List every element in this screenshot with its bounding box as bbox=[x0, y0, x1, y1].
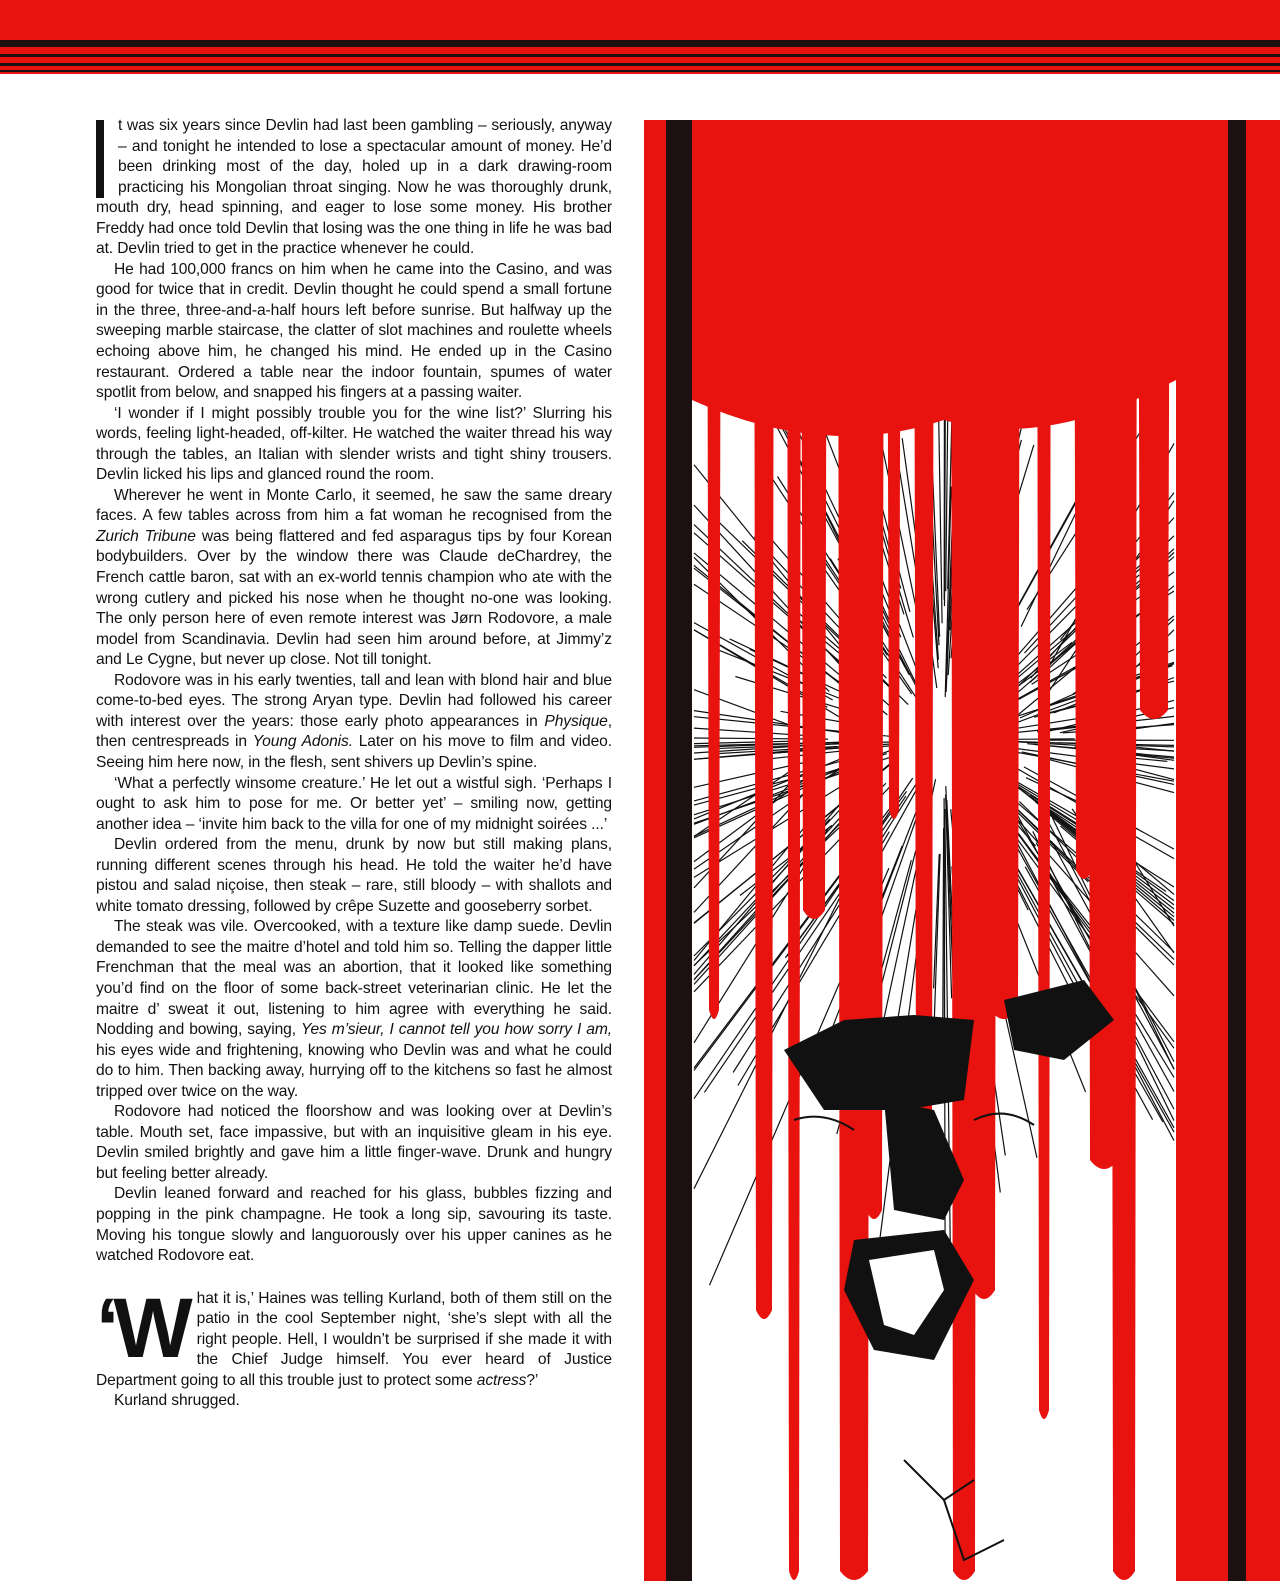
story-paragraph: ‘I wonder if I might possibly trouble you for the wine list?’ Slurring his words, feeling light-headed, off-kilter. He watched the waiter thread his way through the tables, an Italian with slender wrists and tight shiny trousers. Devlin licked his lips and glanced round the room. bbox=[96, 404, 612, 486]
story-paragraph: t was six years since Devlin had last been gambling – seriously, anyway – and tonight he intended to lose a spectacular amount of money. He’d been drinking most of the day, holed up in a dark drawing-room practicing his Mongolian throat singing. Now he was thoroughly drunk, mouth dry, head spinning, and eager to lose some money. His brother Freddy had once told Devlin that losing was the one thing in life he was bad at. Devlin tried to get in the practice whenever he could. bbox=[96, 116, 612, 260]
drop-cap-i bbox=[96, 120, 104, 198]
story-text-column bbox=[96, 116, 612, 1412]
blood-splatter-portrait-illustration bbox=[644, 120, 1280, 1581]
story-paragraph: ‘What a perfectly winsome creature.’ He let out a wistful sigh. ‘Perhaps I ought to ask him to pose for me. Or better yet’ – smiling now, getting another idea – ‘invite him back to the villa for one of my midnight soirées ...’ bbox=[96, 774, 612, 836]
drop-cap-w: ‘W bbox=[96, 1293, 187, 1371]
story-paragraph: Wherever he went in Monte Carlo, it seemed, he saw the same dreary faces. A few tables across from him a fat woman he recognised from the Zurich Tribune was being flattered and fed asparagus tips by four Korean bodybuilders. Over by the window there was Claude deChardrey, the French cattle baron, sat with an ex-world tennis champion who ate with the wrong cutlery and picked his nose when he thought no-one was looking. The only person here of even remote interest was Jørn Rodovore, a male model from Scandinavia. Devlin had seen him around before, at Jimmy’z and Le Cygne, but never up close. Not till tonight. bbox=[96, 486, 612, 671]
paint-splash bbox=[692, 120, 1176, 436]
banner-stripe bbox=[0, 70, 1280, 72]
story-paragraph: Rodovore was in his early twenties, tall and lean with blond hair and blue come-to-bed eyes. The strong Aryan type. Devlin had followed his career with interest over the years: those early photo appearances in Physique, then centrespreads in Young Adonis. Later on his move to film and video. Seeing him here now, in the flesh, sent shivers up Devlin’s spine. bbox=[96, 671, 612, 774]
story-paragraph: He had 100,000 francs on him when he came into the Casino, and was good for twice that in credit. Devlin thought he could spend a small fortune in the three, three-and-a-half hours left before sunrise. But halfway up the sweeping marble staircase, the clatter of slot machines and roulette wheels echoing above him, he changed his mind. He ended up in the Casino restaurant. Ordered a table near the indoor fountain, spumes of water spotlit from below, and snapped his fingers at a passing waiter. bbox=[96, 260, 612, 404]
banner-stripe bbox=[0, 63, 1280, 66]
story-paragraph: The steak was vile. Overcooked, with a texture like damp suede. Devlin demanded to see the maitre d’hotel and told him so. Telling the dapper little Frenchman that the meal was an abortion, that it looked like something you’d find on the floor of some back-street veterinarian clinic. He let the maitre d’ sweat it out, listening to him agree with everything he said. Nodding and bowing, saying, Yes m’sieur, I cannot tell you how sorry I am, his eyes wide and frightening, knowing who Devlin was and what he could do to him. Then backing away, hurrying off to the kitchens so fast he almost tripped over twice on the way. bbox=[96, 917, 612, 1102]
banner-stripe bbox=[0, 54, 1280, 57]
top-red-banner bbox=[0, 0, 1280, 74]
story-paragraph: Kurland shrugged. bbox=[96, 1391, 612, 1412]
story-paragraph: ‘What it is,’ Haines was telling Kurland, both of them still on the patio in the cool September night, ‘she’s slept with all the right people. Hell, I wouldn’t be surprised if she made it with the Chief Judge himself. You ever heard of Justice Department going to all this trouble just to protect some actress?’ bbox=[96, 1289, 612, 1392]
story-paragraph: Devlin ordered from the menu, drunk by now but still making plans, running different scenes through his head. He told the waiter he’d have pistou and salad niçoise, then steak – rare, still bloody – with shallots and white tomato dressing, followed by crêpe Suzette and gooseberry sorbet. bbox=[96, 835, 612, 917]
story-paragraph: Devlin leaned forward and reached for his glass, bubbles fizzing and popping in the pink champagne. He took a long sip, savouring its taste. Moving his tongue slowly and languorously over his upper canines as he watched Rodovore eat. bbox=[96, 1184, 612, 1266]
banner-stripe bbox=[0, 40, 1280, 47]
story-paragraph: Rodovore had noticed the floorshow and was looking over at Devlin’s table. Mouth set, face impassive, but with an inquisitive gleam in his eye. Devlin smiled brightly and gave him a little finger-wave. Drunk and hungry but feeling better already. bbox=[96, 1102, 612, 1184]
